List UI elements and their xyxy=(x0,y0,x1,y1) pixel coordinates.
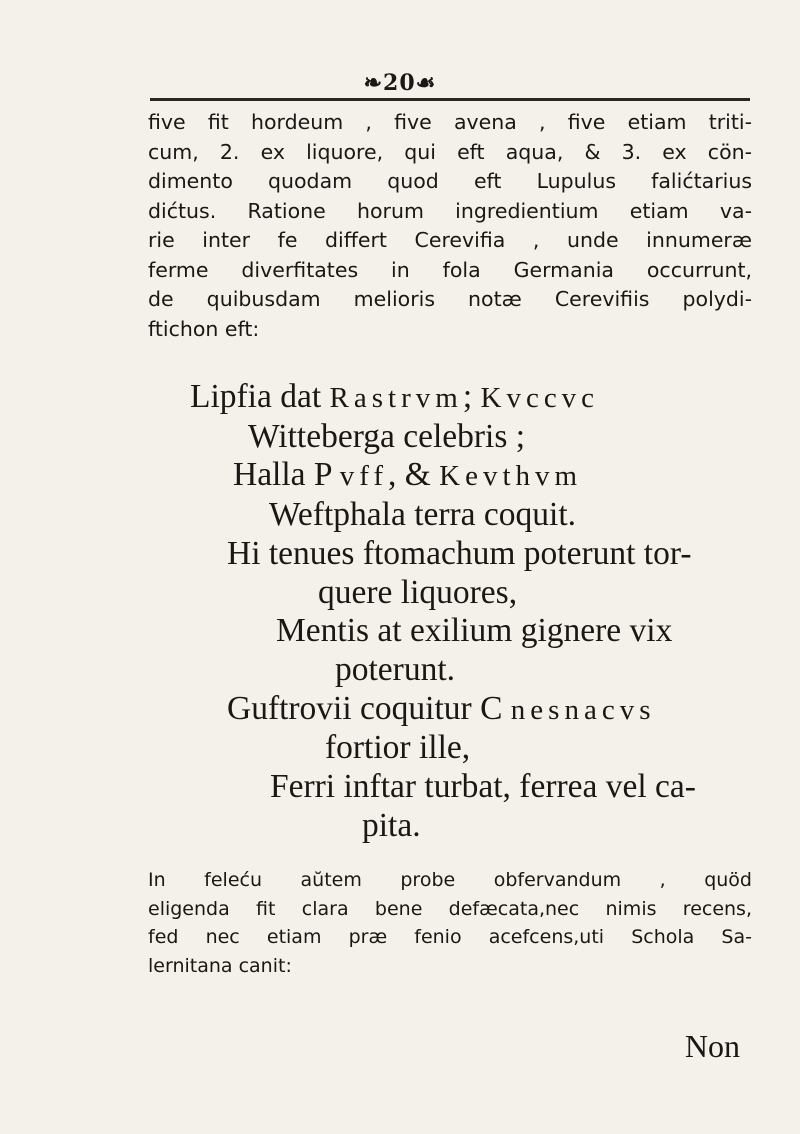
verse-text: , & xyxy=(387,456,440,494)
prose-line: ferme diverfitates in fola Germania occurrunt, xyxy=(148,257,752,282)
verse-line: quere liquores, xyxy=(318,573,518,611)
prose-bottom xyxy=(148,866,752,980)
prose-line: eligenda fit clara bene defæcata,nec nimis recens, xyxy=(148,897,752,920)
verse-smallcaps: Kvccvc xyxy=(480,382,600,414)
verse-line: pita. xyxy=(362,806,421,844)
verse-line: poterunt. xyxy=(335,650,456,688)
verse-line: fortior ille, xyxy=(325,729,471,767)
prose-line: dimento quodam quod eft Lupulus falićtarius xyxy=(148,169,752,193)
verse-text: Guftrovii coquitur C xyxy=(227,689,511,727)
verse-line xyxy=(150,456,750,496)
prose-line: rie inter fe differt Cerevifia , unde innumeræ xyxy=(148,228,752,252)
prose-line: five fit hordeum , five avena , five etiam triti- xyxy=(148,110,752,134)
verse-smallcaps: Rastrvm xyxy=(329,382,463,414)
catchword: Non xyxy=(684,1028,740,1064)
verse-line: Mentis at exilium gignere vix xyxy=(276,612,673,650)
verse-smallcaps: vff xyxy=(339,460,388,493)
header-rule xyxy=(150,98,750,101)
prose-top xyxy=(148,108,752,344)
prose-line: lernitana canit: xyxy=(148,954,292,977)
page-header xyxy=(0,70,800,96)
verse-line: Hi tenues ftomachum poterunt tor- xyxy=(227,534,692,572)
prose-line: fed nec etiam præ fenio acefcens,uti Schola Sa- xyxy=(148,926,752,948)
verse-line: Weftphala terra coquit. xyxy=(269,496,577,534)
prose-line: dićtus. Ratione horum ingredientium etiam va- xyxy=(148,198,752,223)
ornament-right: ☙ xyxy=(415,70,437,96)
prose-line: de quibusdam melioris notæ Cerevifiis polydi- xyxy=(148,287,752,311)
verse-poem xyxy=(150,378,750,845)
verse-text: Lipfia dat xyxy=(190,378,330,415)
verse-line xyxy=(150,378,750,418)
verse-line xyxy=(150,690,750,730)
prose-line: ftichon eft: xyxy=(148,316,260,341)
prose-line: cum, 2. ex liquore, qui eft aqua, & 3. ex cön- xyxy=(148,139,752,164)
verse-line: Witteberga celebris ; xyxy=(248,417,526,455)
verse-text: Halla P xyxy=(233,456,340,494)
verse-smallcaps: Kevthvm xyxy=(439,460,583,493)
verse-line: Ferri inftar turbat, ferrea vel ca- xyxy=(270,768,696,806)
ornament-left: ❧ xyxy=(363,70,384,96)
verse-text: ; xyxy=(462,378,481,415)
prose-line: In feleću aŭtem probe obfervandum , quöd xyxy=(148,869,752,891)
verse-smallcaps: nesnacvs xyxy=(510,693,656,726)
page-number: 20 xyxy=(383,70,416,96)
